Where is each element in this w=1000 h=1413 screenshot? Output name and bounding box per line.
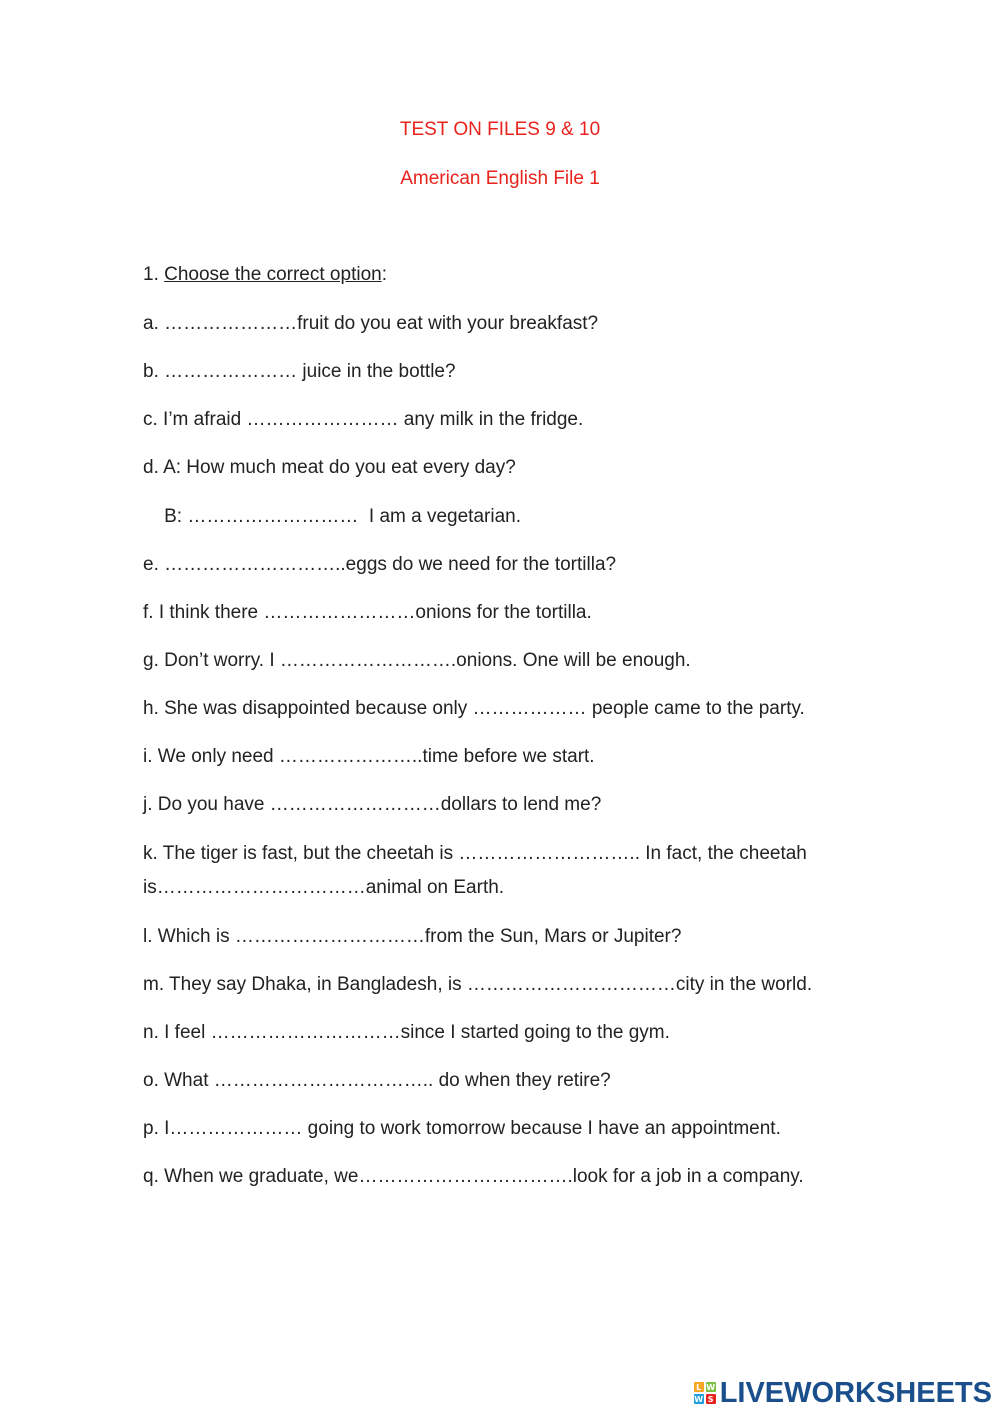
question-g: g. Don’t worry. I ……………………….onions. One will be enough. [143,650,691,671]
question-l: l. Which is …………………………from the Sun, Mars or Jupiter? [143,926,682,947]
question-p: p. I………………… going to work tomorrow because I have an appointment. [143,1118,781,1139]
question-i: i. We only need …………………..time before we start. [143,746,595,767]
question-q: q. When we graduate, we…………………………….look for a job in a company. [143,1166,804,1187]
section-instruction: Choose the correct option [164,264,382,285]
logo-letter: S [706,1394,716,1404]
question-e: e. ………………………..eggs do we need for the tortilla? [143,554,617,575]
question-h: h. She was disappointed because only ……………… people came to the party. [143,698,805,719]
liveworksheets-logo[interactable] [694,1378,992,1408]
logo-letter: L [694,1382,704,1392]
worksheet-subtitle: American English File 1 [400,168,600,189]
brand-name: LIVEWORKSHEETS [719,1376,992,1409]
question-j: j. Do you have ………………………dollars to lend me? [143,794,602,815]
question-d: d. A: How much meat do you eat every day? [143,457,516,478]
question-c: c. I’m afraid …………………… any milk in the fridge. [143,409,584,430]
section-number: 1. [143,264,165,285]
logo-letter: W [706,1382,716,1392]
question-m: m. They say Dhaka, in Bangladesh, is ……………………………city in the world. [143,974,813,995]
question-n: n. I feel …………………………since I started going to the gym. [143,1022,670,1043]
logo-mark-icon [694,1382,716,1404]
question-o: o. What …………………………….. do when they retire? [143,1070,611,1091]
question-f: f. I think there ……………………onions for the tortilla. [143,602,592,623]
question-k: k. The tiger is fast, but the cheetah is ……………………….. In fact, the cheetah [143,843,807,864]
worksheet-title: TEST ON FILES 9 & 10 [399,119,601,140]
section-colon: : [381,264,387,285]
question-b: b. ………………… juice in the bottle? [143,361,456,382]
question-a: a. …………………fruit do you eat with your breakfast? [143,313,599,334]
question-k-continued: is……………………………animal on Earth. [143,877,505,898]
logo-letter: W [694,1394,704,1404]
section-heading [143,264,387,286]
question-d-answer: B: ……………………… I am a vegetarian. [143,506,521,527]
